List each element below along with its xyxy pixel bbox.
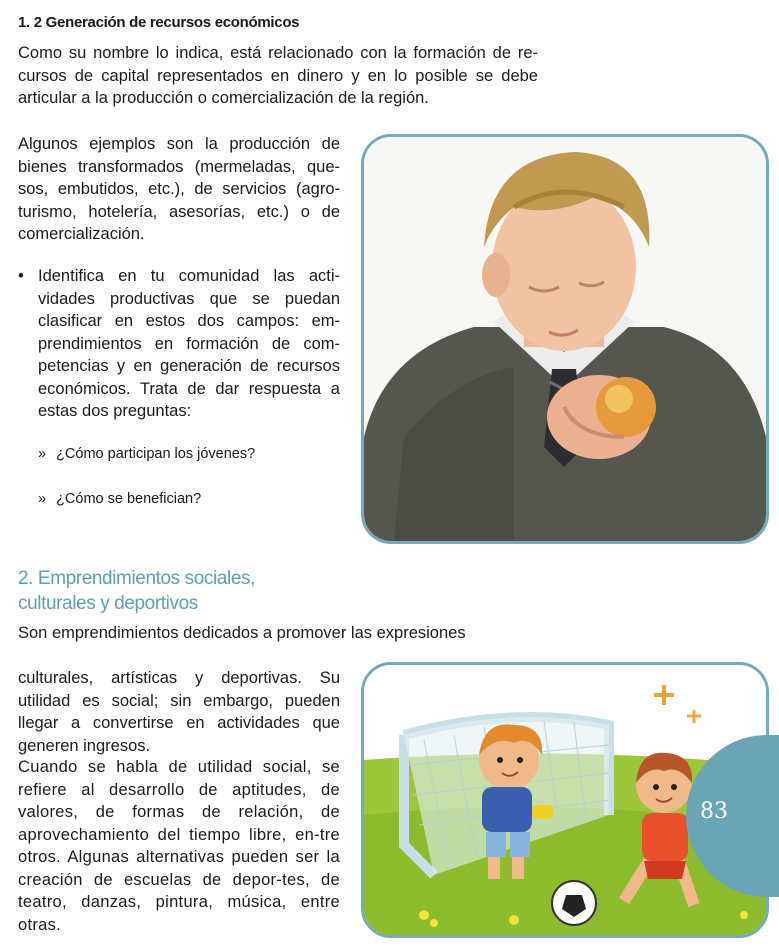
boy-with-apple-photo	[361, 134, 769, 544]
section-heading-line: 2. Emprendimientos sociales,	[18, 568, 255, 589]
question-marker: »	[38, 446, 47, 462]
question-marker: »	[38, 491, 47, 507]
bullet-marker: •	[18, 267, 24, 285]
intro-paragraph: Como su nombre lo indica, está relacionado con la formación de re-cursos de capital representados en dinero y en lo posible se debe articular a la producción o comercialización de la región.	[18, 44, 538, 107]
bullet-item	[18, 265, 340, 423]
social-entrepreneurship-paragraph-first-line: Son emprendimientos dedicados a promover las expresiones	[18, 624, 466, 642]
examples-paragraph: Algunos ejemplos son la producción de bienes transformados (mermeladas, que-sos, embutidos, etc.), de servicios (agro-turismo, hotelería, asesorías, etc.) o de comercialización.	[18, 135, 340, 243]
social-utility-paragraph: Cuando se habla de utilidad social, se refiere al desarrollo de aptitudes, de valores, de formas de relación, de aprovechamiento del tiempo libre, en-tre otros. Algunas alternativas pueden ser la creación de escuelas de depor-tes, de teatro, danzas, pintura, música, entre otras.	[18, 758, 340, 934]
section-subheading: 1. 2 Generación de recursos económicos	[18, 14, 300, 31]
bullet-text: Identifica en tu comunidad las acti-vidades productivas que se puedan clasificar en estos dos campos: em-prendimientos en formación de com-petencias y en generación de recursos económicos. Trata de dar respuesta a estas dos preguntas:	[38, 267, 340, 420]
question-text: ¿Cómo participan los jóvenes?	[56, 446, 256, 462]
social-entrepreneurship-paragraph: culturales, artísticas y deportivas. Su utilidad es social; sin embargo, pueden llegar a convertirse en actividades que generen ingresos.	[18, 669, 340, 755]
question-item	[38, 491, 201, 507]
page-number: 83	[700, 799, 728, 824]
question-item	[38, 446, 255, 462]
question-text: ¿Cómo se benefician?	[56, 491, 202, 507]
section-heading	[18, 566, 255, 616]
section-heading-line: culturales y deportivos	[18, 593, 198, 614]
boy-photo-illustration	[364, 137, 766, 541]
